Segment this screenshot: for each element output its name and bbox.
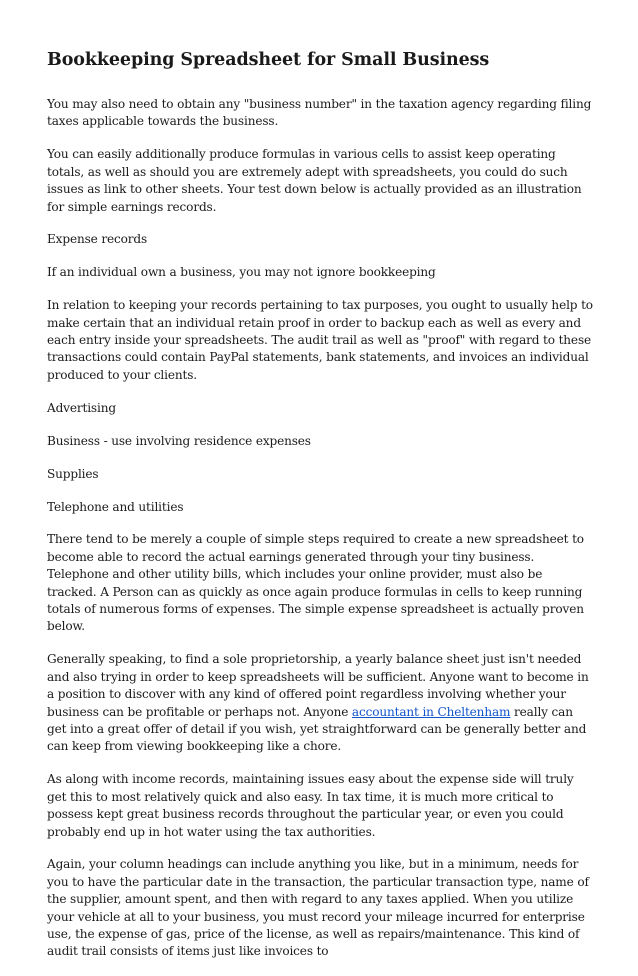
page-title: Bookkeeping Spreadsheet for Small Business (47, 50, 490, 70)
paragraph-text-before-link: Generally speaking, to find a sole proprietorship, a yearly balance sheet just isn't needed and also trying in order to keep spreadsheets will be sufficient. Anyone want to become in a position to discover with any kind of offered point regardless involving whether your business can be profitable or perhaps not. Anyone (47, 652, 589, 719)
paragraph-business-number: You may also need to obtain any "business number" in the taxation agency regarding filing taxes applicable towards the business. (47, 97, 592, 129)
paragraph-income-records: As along with income records, maintaining issues easy about the expense side will truly get this to most relatively quick and also easy. In tax time, it is much more critical to possess kept great business records throughout the particular year, or even you could probably end up in hot water using the tax authorities. (47, 772, 574, 839)
paragraph-simple-steps: There tend to be merely a couple of simple steps required to create a new spreadsheet to become able to record the actual earnings generated through your tiny business. Telephone and other utility bills, which includes your online provider, must also be tracked. A Person can as quickly as once again produce formulas in cells to keep running totals of numerous forms of expenses. The simple expense spreadsheet is actually proven below. (47, 532, 584, 634)
paragraph-column-headings: Again, your column headings can include anything you like, but in a minimum, needs for you to have the particular date in the transaction, the particular transaction type, name of the supplier, amount spent, and then with regard to any taxes applied. When you utilize your vehicle at all to your business, you must record your mileage incurred for enterprise use, the expense of gas, price of the license, as well as repairs/maintenance. This kind of audit trail consists of items just like invoices to (47, 857, 589, 959)
paragraph-ignore-bookkeeping: If an individual own a business, you may not ignore bookkeeping (47, 265, 436, 280)
paragraph-residence-expenses: Business - use involving residence expenses (47, 433, 311, 448)
paragraph-expense-records: Expense records (47, 232, 148, 247)
paragraph-supplies: Supplies (47, 466, 99, 481)
paragraph-telephone-utilities: Telephone and utilities (47, 499, 184, 514)
paragraph-tax-records: In relation to keeping your records pertaining to tax purposes, you ought to usually help to make certain that an individual retain proof in order to backup each as well as every and each entry inside your spreadsheets. The audit trail as well as "proof" with regard to these transactions could contain PayPal statements, bank statements, and invoices an individual produced to your clients. (47, 298, 593, 382)
paragraph-sole-proprietorship (47, 651, 595, 755)
paragraph-formulas: You can easily additionally produce formulas in various cells to assist keep operating totals, as well as should you are extremely adept with spreadsheets, you could do such issues as link to other sheets. Your test down below is actually provided as an illustration for simple earnings records. (47, 147, 582, 214)
accountant-link[interactable]: accountant in Cheltenham (351, 704, 511, 719)
paragraph-text-after-link: really can get into a great offer of detail if you wish, yet straightforward can be generally better and can keep from viewing bookkeeping like a chore. (47, 704, 587, 754)
document-page (47, 48, 595, 976)
paragraph-advertising: Advertising (47, 400, 116, 415)
